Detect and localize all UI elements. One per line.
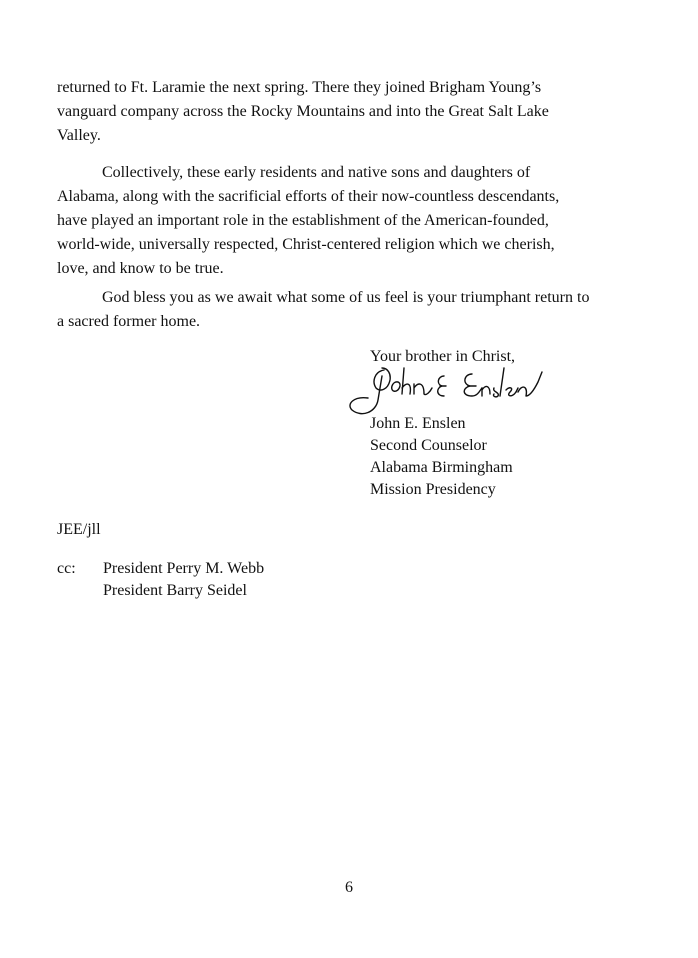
paragraph-line: Valley. xyxy=(57,127,101,144)
paragraph-line: love, and know to be true. xyxy=(57,260,224,277)
signer-title-line: Alabama Birmingham xyxy=(370,459,513,476)
paragraph-line: a sacred former home. xyxy=(57,313,201,330)
cc-label: cc: xyxy=(57,560,76,577)
page-number: 6 xyxy=(345,879,353,896)
signer-title-line: Second Counselor xyxy=(370,437,487,454)
paragraph-line: vanguard company across the Rocky Mountains and into the Great Salt Lake xyxy=(57,103,549,120)
cc-recipient: President Perry M. Webb xyxy=(103,560,265,577)
signature-block xyxy=(370,413,513,501)
salutation-text: Your brother in Christ, xyxy=(370,348,516,365)
body-paragraph-3 xyxy=(57,286,647,334)
paragraph-line: returned to Ft. Laramie the next spring. There they joined Brigham Young’s xyxy=(57,79,542,96)
body-paragraph-2 xyxy=(57,161,647,281)
paragraph-line: world-wide, universally respected, Christ-centered religion which we cherish, xyxy=(57,236,555,253)
paragraph-line: God bless you as we await what some of us feel is your triumphant return to xyxy=(102,289,590,306)
body-paragraph-1 xyxy=(57,76,647,148)
cc-recipient-list xyxy=(103,558,264,602)
cc-recipient: President Barry Seidel xyxy=(103,582,247,599)
paragraph-line: Alabama, along with the sacrificial efforts of their now-countless descendants, xyxy=(57,188,560,205)
signer-name: John E. Enslen xyxy=(370,415,466,432)
paragraph-line: have played an important role in the establishment of the American-founded, xyxy=(57,212,549,229)
paragraph-line: Collectively, these early residents and native sons and daughters of xyxy=(102,164,531,181)
typist-initials: JEE/jll xyxy=(57,521,101,538)
signer-title-line: Mission Presidency xyxy=(370,481,496,498)
